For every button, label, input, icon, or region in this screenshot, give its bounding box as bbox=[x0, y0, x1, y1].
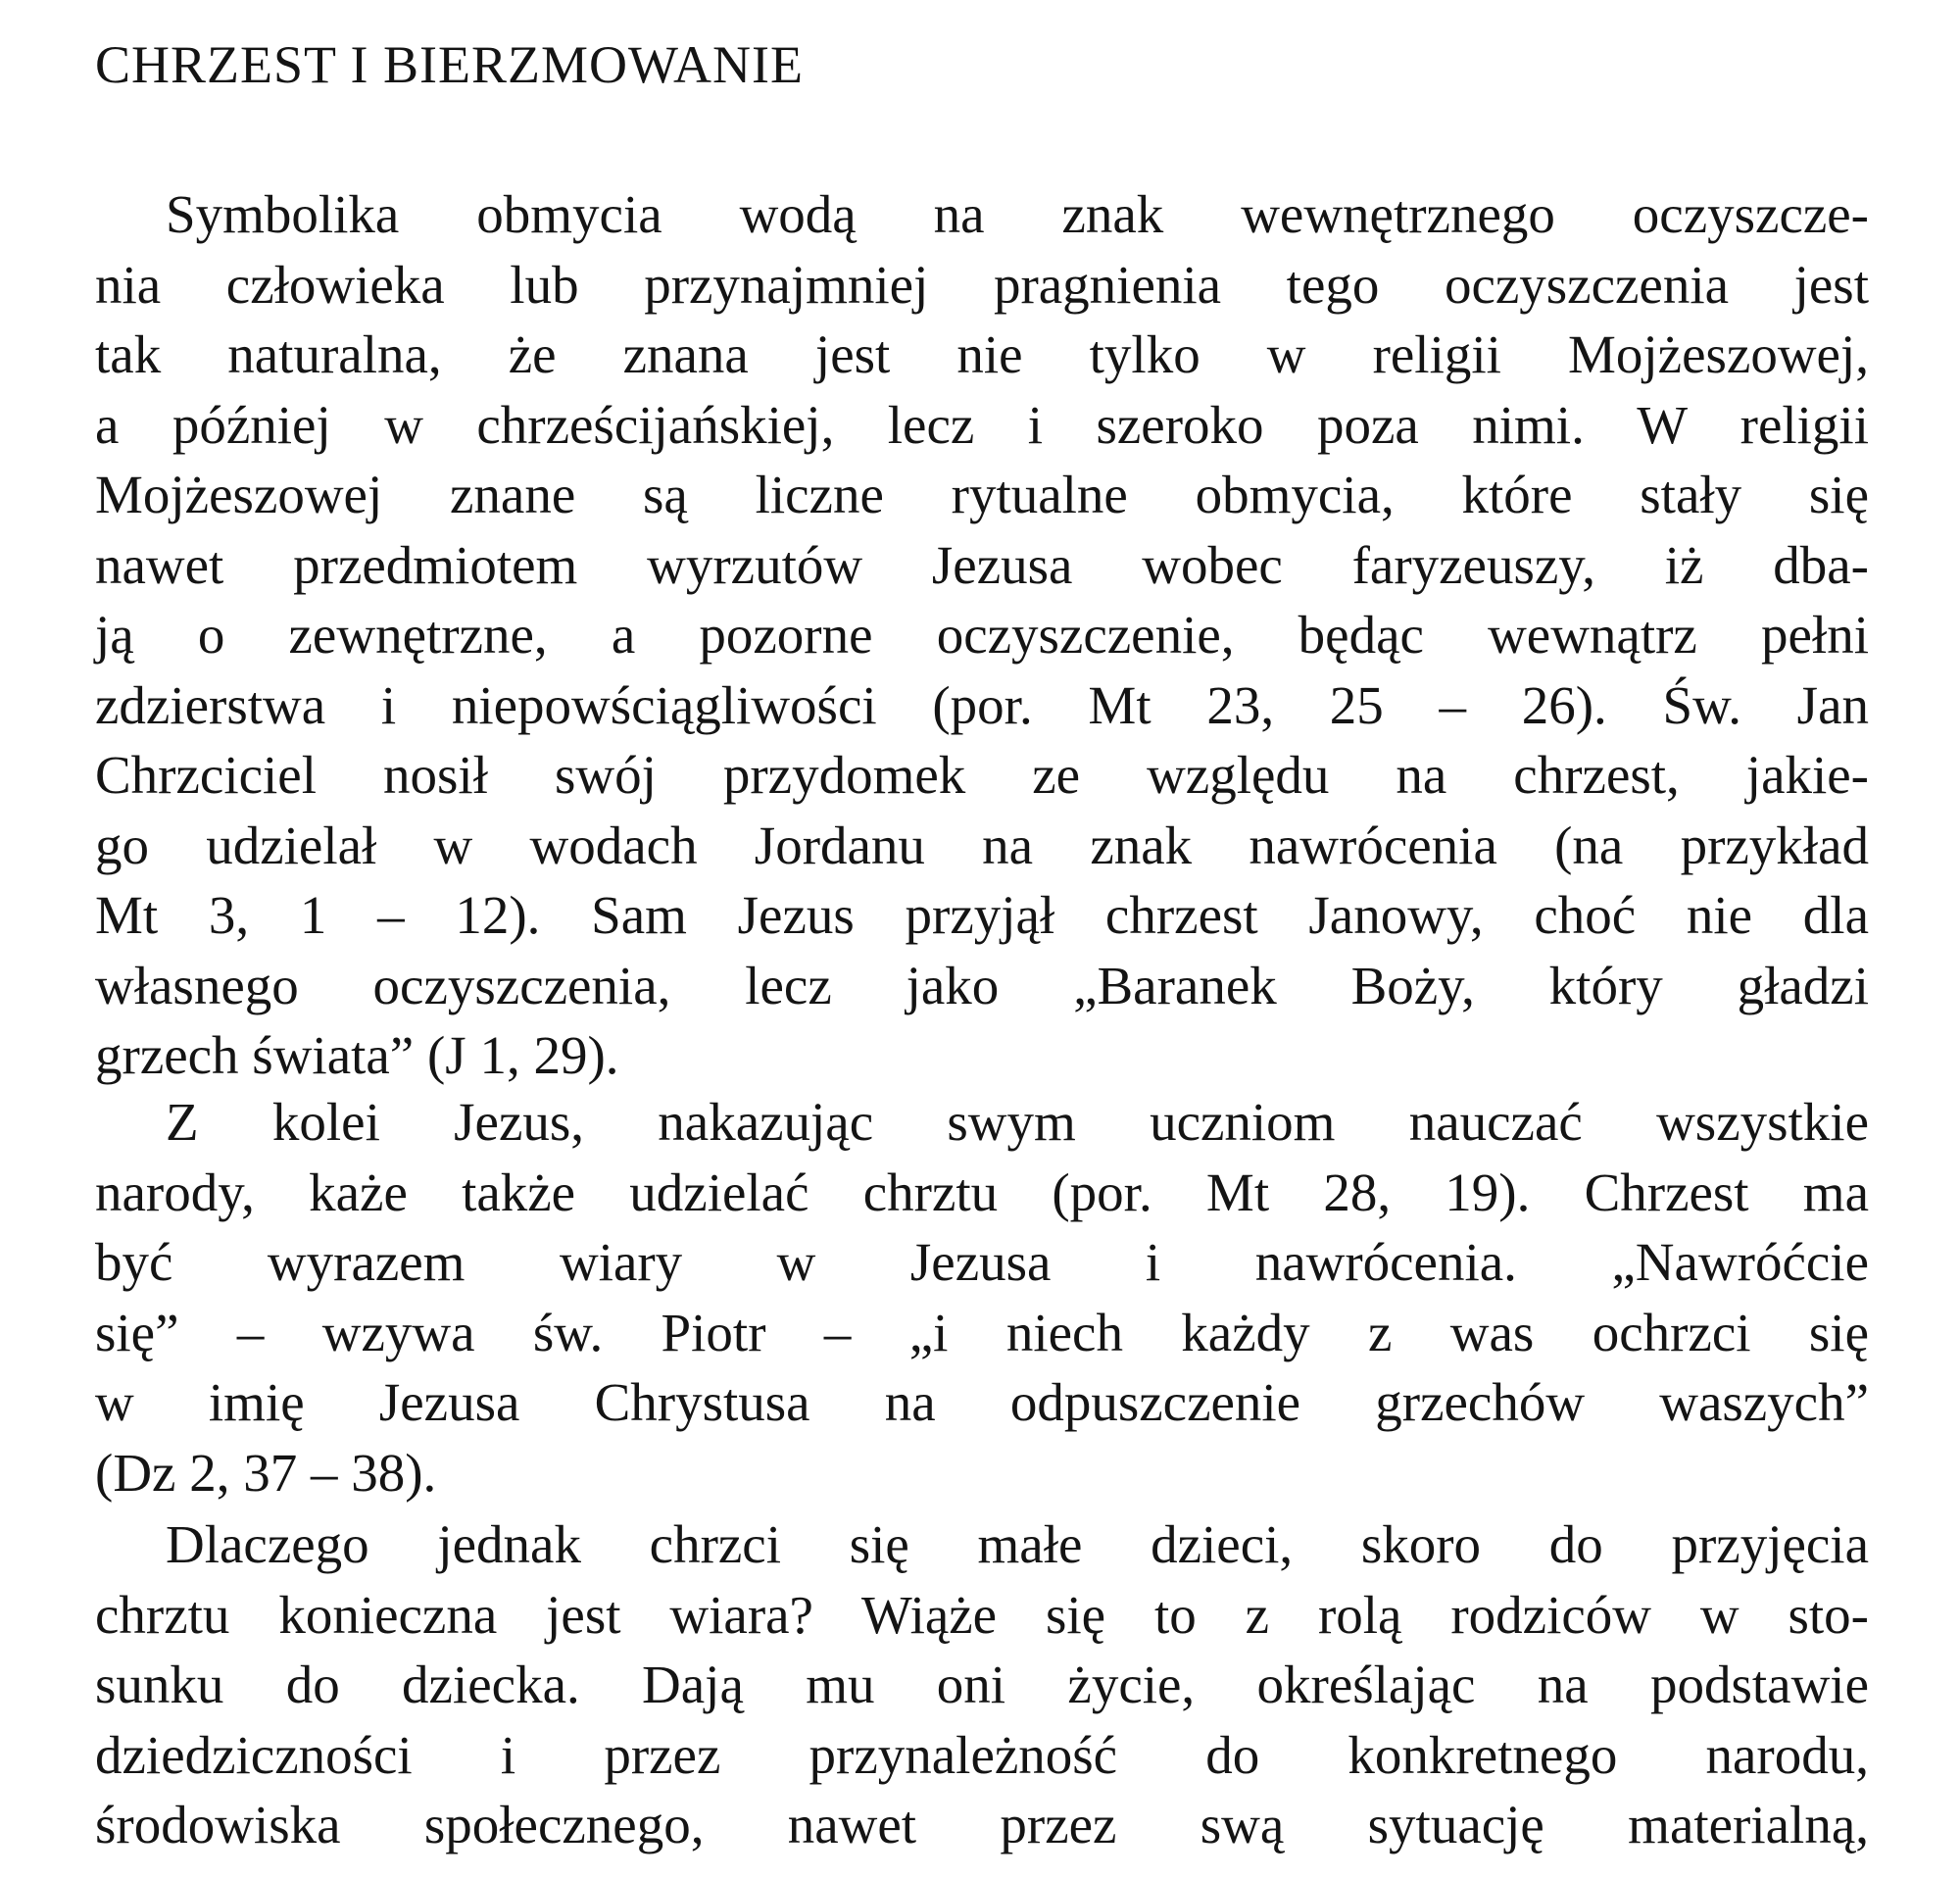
paragraph-2 bbox=[95, 1087, 1869, 1507]
text-line: narody, każe także udzielać chrztu (por. Mt 28, 19). Chrzest ma bbox=[95, 1161, 1869, 1222]
text-line: a później w chrześcijańskiej, lecz i szeroko poza nimi. W religii bbox=[95, 394, 1869, 455]
text-line: chrztu konieczna jest wiara? Wiąże się to z rolą rodziców w sto- bbox=[95, 1584, 1869, 1645]
text-line: się” – wzywa św. Piotr – „i niech każdy z was ochrzci się bbox=[95, 1302, 1869, 1362]
text-line: w imię Jezusa Chrystusa na odpuszczenie grzechów waszych” bbox=[95, 1372, 1869, 1432]
text-line: zdzierstwa i niepowściągliwości (por. Mt 23, 25 – 26). Św. Jan bbox=[95, 674, 1869, 735]
text-line: Mt 3, 1 – 12). Sam Jezus przyjął chrzest Janowy, choć nie dla bbox=[95, 885, 1869, 945]
text-line: Mojżeszowej znane są liczne rytualne obmycia, które stały się bbox=[95, 465, 1869, 524]
text-line: (Dz 2, 37 – 38). bbox=[95, 1442, 437, 1503]
paragraph-1 bbox=[95, 179, 1869, 1091]
text-line: własnego oczyszczenia, lecz jako „Baranek Boży, który gładzi bbox=[95, 955, 1869, 1015]
text-line: Z kolei Jezus, nakazując swym uczniom nauczać wszystkie bbox=[166, 1092, 1869, 1152]
text-line: Chrzciciel nosił swój przydomek ze względu na chrzest, jakie- bbox=[95, 745, 1869, 805]
text-line: być wyrazem wiary w Jezusa i nawrócenia. „Nawróćcie bbox=[95, 1232, 1869, 1292]
text-line: sunku do dziecka. Dają mu oni życie, określając na podstawie bbox=[95, 1655, 1869, 1714]
text-line: nia człowieka lub przynajmniej pragnienia tego oczyszczenia jest bbox=[95, 254, 1869, 315]
text-line: grzech świata” (J 1, 29). bbox=[95, 1025, 619, 1085]
text-line: Dlaczego jednak chrzci się małe dzieci, skoro do przyjęcia bbox=[166, 1514, 1869, 1574]
text-line: tak naturalna, że znana jest nie tylko w religii Mojżeszowej, bbox=[95, 324, 1869, 384]
text-line: go udzielał w wodach Jordanu na znak nawrócenia (na przykład bbox=[95, 815, 1869, 875]
text-line: środowiska społecznego, nawet przez swą sytuację materialną, bbox=[95, 1795, 1869, 1854]
text-line: ją o zewnętrzne, a pozorne oczyszczenie, będąc wewnątrz pełni bbox=[95, 605, 1869, 665]
page-title: CHRZEST I BIERZMOWANIE bbox=[95, 35, 804, 94]
text-line: dziedziczności i przez przynależność do konkretnego narodu, bbox=[95, 1724, 1869, 1785]
text-line: nawet przedmiotem wyrzutów Jezusa wobec faryzeuszy, iż dba- bbox=[95, 534, 1869, 595]
paragraph-3 bbox=[95, 1509, 1869, 1860]
text-line: Symbolika obmycia wodą na znak wewnętrznego oczyszcze- bbox=[166, 184, 1869, 244]
